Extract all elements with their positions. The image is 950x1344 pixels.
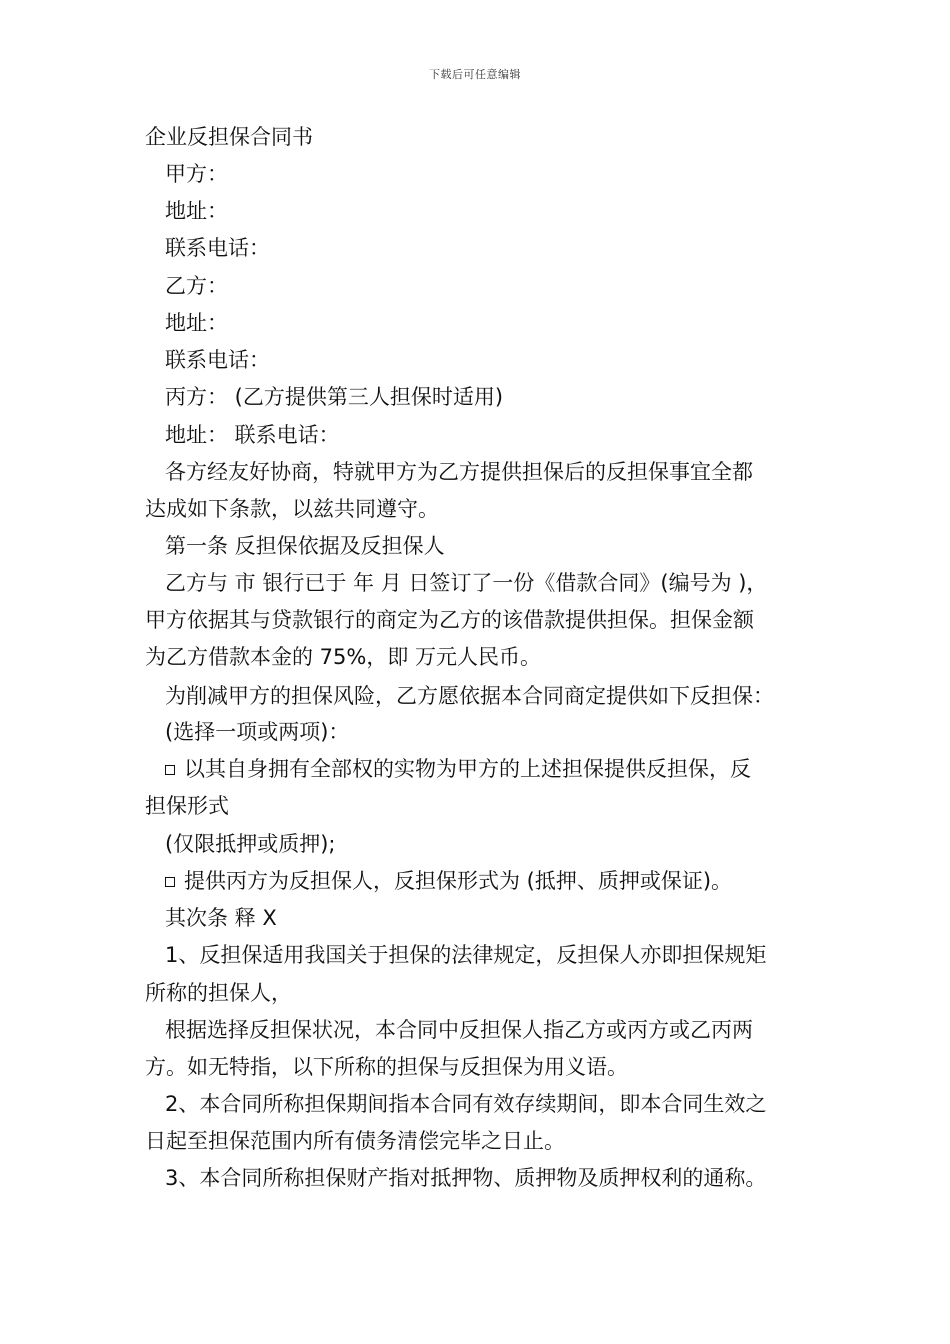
option-1-line-2: 担保形式: [145, 794, 229, 818]
article-1-para-1-line-2: 甲方依据其与贷款银行的商定为乙方的该借款提供担保。担保金额: [145, 608, 754, 632]
party-a-address: 地址：: [165, 199, 228, 223]
option-1-checkbox[interactable]: [165, 765, 175, 775]
preamble-line-1: 各方经友好协商，特就甲方为乙方提供担保后的反担保事宜全都: [165, 460, 753, 484]
article-1-heading: 第一条 反担保依据及反担保人: [165, 534, 445, 558]
preamble-line-2: 达成如下条款，以兹共同遵守。: [145, 497, 439, 521]
option-1-text: 以其自身拥有全部权的实物为甲方的上述担保提供反担保，反: [184, 757, 751, 781]
article-2-heading: 其次条 释 X: [165, 906, 277, 930]
option-1-line-1: [165, 753, 751, 785]
article-1-para-1-line-3: 为乙方借款本金的 75%，即 万元人民币。: [145, 645, 542, 669]
party-a-label: 甲方：: [165, 162, 228, 186]
document-title: 企业反担保合同书: [145, 125, 313, 149]
option-2-line: [165, 865, 732, 897]
party-b-phone: 联系电话：: [165, 348, 270, 372]
option-1-line-3: (仅限抵押或质押);: [165, 832, 336, 856]
article-1-para-2: 为削减甲方的担保风险，乙方愿依据本合同商定提供如下反担保：: [165, 684, 774, 708]
clause-2-line-2: 日起至担保范围内所有债务清偿完毕之日止。: [145, 1129, 565, 1153]
clause-1-line-4: 方。如无特指，以下所称的担保与反担保为用义语。: [145, 1055, 628, 1079]
option-2-text: 提供丙方为反担保人，反担保形式为 (抵押、质押或保证)。: [184, 869, 733, 893]
clause-1-line-2: 所称的担保人，: [145, 981, 292, 1005]
option-2-checkbox[interactable]: [165, 877, 175, 887]
article-1-para-1-line-1: 乙方与 市 银行已于 年 月 日签订了一份《借款合同》(编号为 )，: [165, 571, 768, 595]
party-a-phone: 联系电话：: [165, 236, 270, 260]
party-c-label: 丙方： (乙方提供第三人担保时适用): [165, 385, 504, 409]
party-b-address: 地址：: [165, 311, 228, 335]
clause-1-line-3: 根据选择反担保状况，本合同中反担保人指乙方或丙方或乙丙两: [165, 1018, 753, 1042]
clause-2-line-1: 2、本合同所称担保期间指本合同有效存续期间，即本合同生效之: [165, 1092, 767, 1116]
party-b-label: 乙方：: [165, 274, 228, 298]
article-1-choice-note: (选择一项或两项)：: [165, 720, 350, 744]
clause-1-line-1: 1、反担保适用我国关于担保的法律规定，反担保人亦即担保规矩: [165, 943, 767, 967]
header-note: 下载后可任意编辑: [429, 68, 521, 81]
party-c-address-phone: 地址： 联系电话：: [165, 423, 340, 447]
clause-3-line-1: 3、本合同所称担保财产指对抵押物、质押物及质押权利的通称。: [165, 1166, 767, 1190]
